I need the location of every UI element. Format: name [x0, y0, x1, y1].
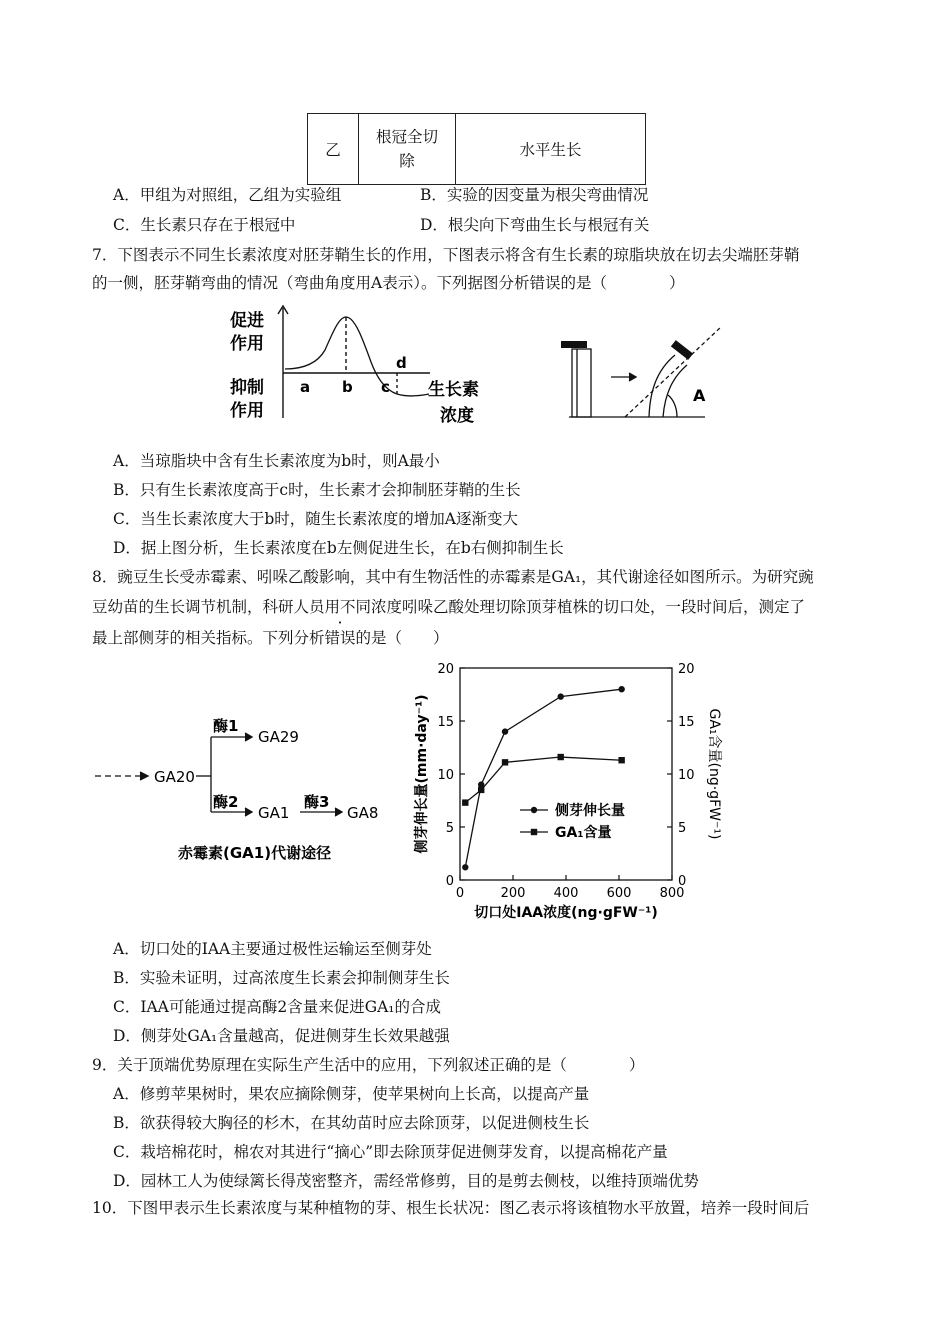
auxin-effect-curve-figure [225, 300, 515, 432]
q9-option-b: B．欲获得较大胸径的杉木，在其幼苗时应去除顶芽，以促进侧枝生长 [113, 1114, 590, 1132]
gibberellin-pathway-diagram [90, 712, 410, 872]
q8-stem-emphasis: 错误 [324, 629, 356, 647]
data-point-circle [618, 686, 624, 692]
y2-tick-label: 5 [678, 821, 687, 836]
ga1-label: GA1 [258, 804, 290, 822]
q7-stem-line-1: 7．下图表示不同生长素浓度对胚芽鞘生长的作用，下图表示将含有生长素的琼脂块放在切去尖端胚芽鞘 [92, 246, 800, 264]
enzyme2-label: 酶2 [213, 793, 239, 811]
data-point-circle [502, 728, 508, 734]
coleoptile-bending-figure [555, 325, 740, 425]
q9-option-d: D．园林工人为使绿篱长得茂密整齐，需经常修剪，目的是剪去侧枝，以维持顶端优势 [113, 1172, 699, 1190]
x-label-2: 浓度 [440, 406, 474, 426]
q6-option-b: B．实验的因变量为根尖弯曲情况 [420, 186, 649, 204]
point-d-label: d [396, 354, 407, 372]
y2-tick-label: 10 [678, 768, 695, 783]
y-tick-label: 10 [437, 768, 454, 783]
q9-stem: 9．关于顶端优势原理在实际生产生活中的应用，下列叙述正确的是（ ） [92, 1056, 645, 1074]
table-cell-treatment [359, 114, 456, 185]
q6-option-c: C．生长素只存在于根冠中 [113, 216, 296, 234]
y-tick-label: 0 [445, 874, 454, 889]
x-tick-label: 400 [553, 886, 579, 901]
table-row [308, 114, 646, 185]
enzyme1-arrowhead [245, 733, 252, 741]
treatment-line-2: 除 [399, 152, 415, 170]
data-point-square [502, 759, 508, 765]
q7-option-c: C．当生长素浓度大于b时，随生长素浓度的增加A逐渐变大 [113, 510, 518, 528]
y2-tick-label: 0 [678, 874, 687, 889]
enzyme3-arrowhead [335, 808, 342, 816]
table-cell-group: 乙 [308, 114, 359, 185]
q8-stem-line-2: 豆幼苗的生长调节机制，科研人员用不同浓度吲哚乙酸处理切除顶芽植株的切口处，一段时间后，测定了 [92, 598, 806, 616]
enzyme1-label: 酶1 [213, 717, 239, 735]
q8-stem-line-3-pre: 最上部侧芽的相关指标。下列分析 [92, 629, 325, 647]
ga29-label: GA29 [258, 728, 299, 746]
q8-stem-line-3 [92, 627, 449, 649]
q7-option-b: B．只有生长素浓度高于c时，生长素才会抑制胚芽鞘的生长 [113, 481, 521, 499]
chart-x-axis-label: 切口处IAA浓度(ng·gFW⁻¹) [474, 905, 658, 921]
x-tick-label: 800 [659, 886, 685, 901]
legend-marker-square [531, 829, 537, 835]
point-b-label: b [342, 378, 353, 396]
q9-option-a: A．修剪苹果树时，果农应摘除侧芽，使苹果树向上长高，以提高产量 [113, 1085, 590, 1103]
y-tick-label: 20 [437, 662, 454, 677]
q8-option-c: C．IAA可能通过提高酶2含量来促进GA₁的合成 [113, 998, 442, 1016]
angle-a-label: A [693, 386, 706, 405]
q8-stem-line-1: 8．豌豆生长受赤霉素、吲哚乙酸影响，其中有生物活性的赤霉素是GA₁，其代谢途径如图所示。为研究豌 [92, 568, 814, 586]
chart-plot-frame [460, 668, 672, 880]
data-point-circle [558, 693, 564, 699]
q8-option-a: A．切口处的IAA主要通过极性运输运至侧芽处 [113, 940, 432, 958]
series-line-2 [465, 757, 621, 803]
x-label-1: 生长素 [428, 380, 479, 400]
pathway-input-arrowhead [140, 772, 148, 780]
label-inhibit-2: 作用 [230, 401, 264, 421]
pathway-caption: 赤霉素(GA1)代谢途径 [178, 844, 332, 862]
legend-label-2: GA₁含量 [555, 825, 612, 841]
data-point-square [478, 787, 484, 793]
agar-block-left [561, 341, 587, 348]
label-inhibit-1: 抑制 [230, 378, 264, 398]
q6-option-d: D．根尖向下弯曲生长与根冠有关 [420, 216, 650, 234]
coleoptile-straight [572, 349, 591, 417]
ga8-label: GA8 [347, 804, 379, 822]
ga20-label: GA20 [154, 768, 195, 786]
q7-option-a: A．当琼脂块中含有生长素浓度为b时，则A最小 [113, 452, 440, 470]
enzyme2-arrowhead [245, 808, 252, 816]
treatment-line-1: 根冠全切 [375, 128, 438, 146]
y2-tick-label: 20 [678, 662, 695, 677]
y2-tick-label: 15 [678, 715, 695, 730]
q9-option-c: C．栽培棉花时，棉农对其进行“摘心”即去除顶芽促进侧芽发育，以提高棉花产量 [113, 1143, 668, 1161]
q10-stem: 10．下图甲表示生长素浓度与某种植物的芽、根生长状况：图乙表示将该植物水平放置，培养一段时间后 [92, 1199, 810, 1217]
enzyme3-label: 酶3 [304, 793, 330, 811]
q8-option-d: D．侧芽处GA₁含量越高，促进侧芽生长效果越强 [113, 1027, 450, 1045]
iaa-concentration-chart [410, 650, 730, 935]
q7-option-d: D．据上图分析，生长素浓度在b左侧促进生长，在b右侧抑制生长 [113, 539, 564, 557]
x-tick-label: 600 [606, 886, 632, 901]
bent-coleoptile-right [663, 365, 687, 417]
q7-stem-line-2: 的一侧，胚芽鞘弯曲的情况（弯曲角度用A表示）。下列据图分析错误的是（ ） [92, 274, 685, 292]
q8-stem-line-3-post: 的是（ ） [355, 629, 449, 647]
process-arrow-head [629, 373, 636, 381]
data-point-circle [462, 864, 468, 870]
q8-option-b: B．实验未证明，过高浓度生长素会抑制侧芽生长 [113, 969, 450, 987]
chart-y2-axis-label: GA₁含量(ng·gFW⁻¹) [706, 708, 722, 840]
label-promote-2: 作用 [230, 334, 264, 354]
angle-arc [668, 395, 677, 417]
point-c-label: c [381, 378, 390, 396]
data-point-square [558, 754, 564, 760]
q6-option-a: A．甲组为对照组，乙组为实验组 [113, 186, 342, 204]
x-tick-label: 200 [500, 886, 526, 901]
x-tick-label: 0 [455, 886, 465, 901]
y-tick-label: 15 [437, 715, 454, 730]
angle-reference-line [625, 327, 721, 417]
experiment-table [307, 113, 646, 185]
data-point-square [462, 799, 468, 805]
y-tick-label: 5 [445, 821, 454, 836]
legend-marker-circle [531, 807, 537, 813]
data-point-square [618, 757, 624, 763]
chart-y-axis-label: 侧芽伸长量(mm·day⁻¹) [414, 694, 430, 854]
table-cell-result: 水平生长 [456, 114, 646, 185]
legend-label-1: 侧芽伸长量 [555, 803, 625, 819]
agar-block-right [671, 340, 693, 360]
label-promote-1: 促进 [230, 311, 264, 331]
point-a-label: a [300, 378, 311, 396]
